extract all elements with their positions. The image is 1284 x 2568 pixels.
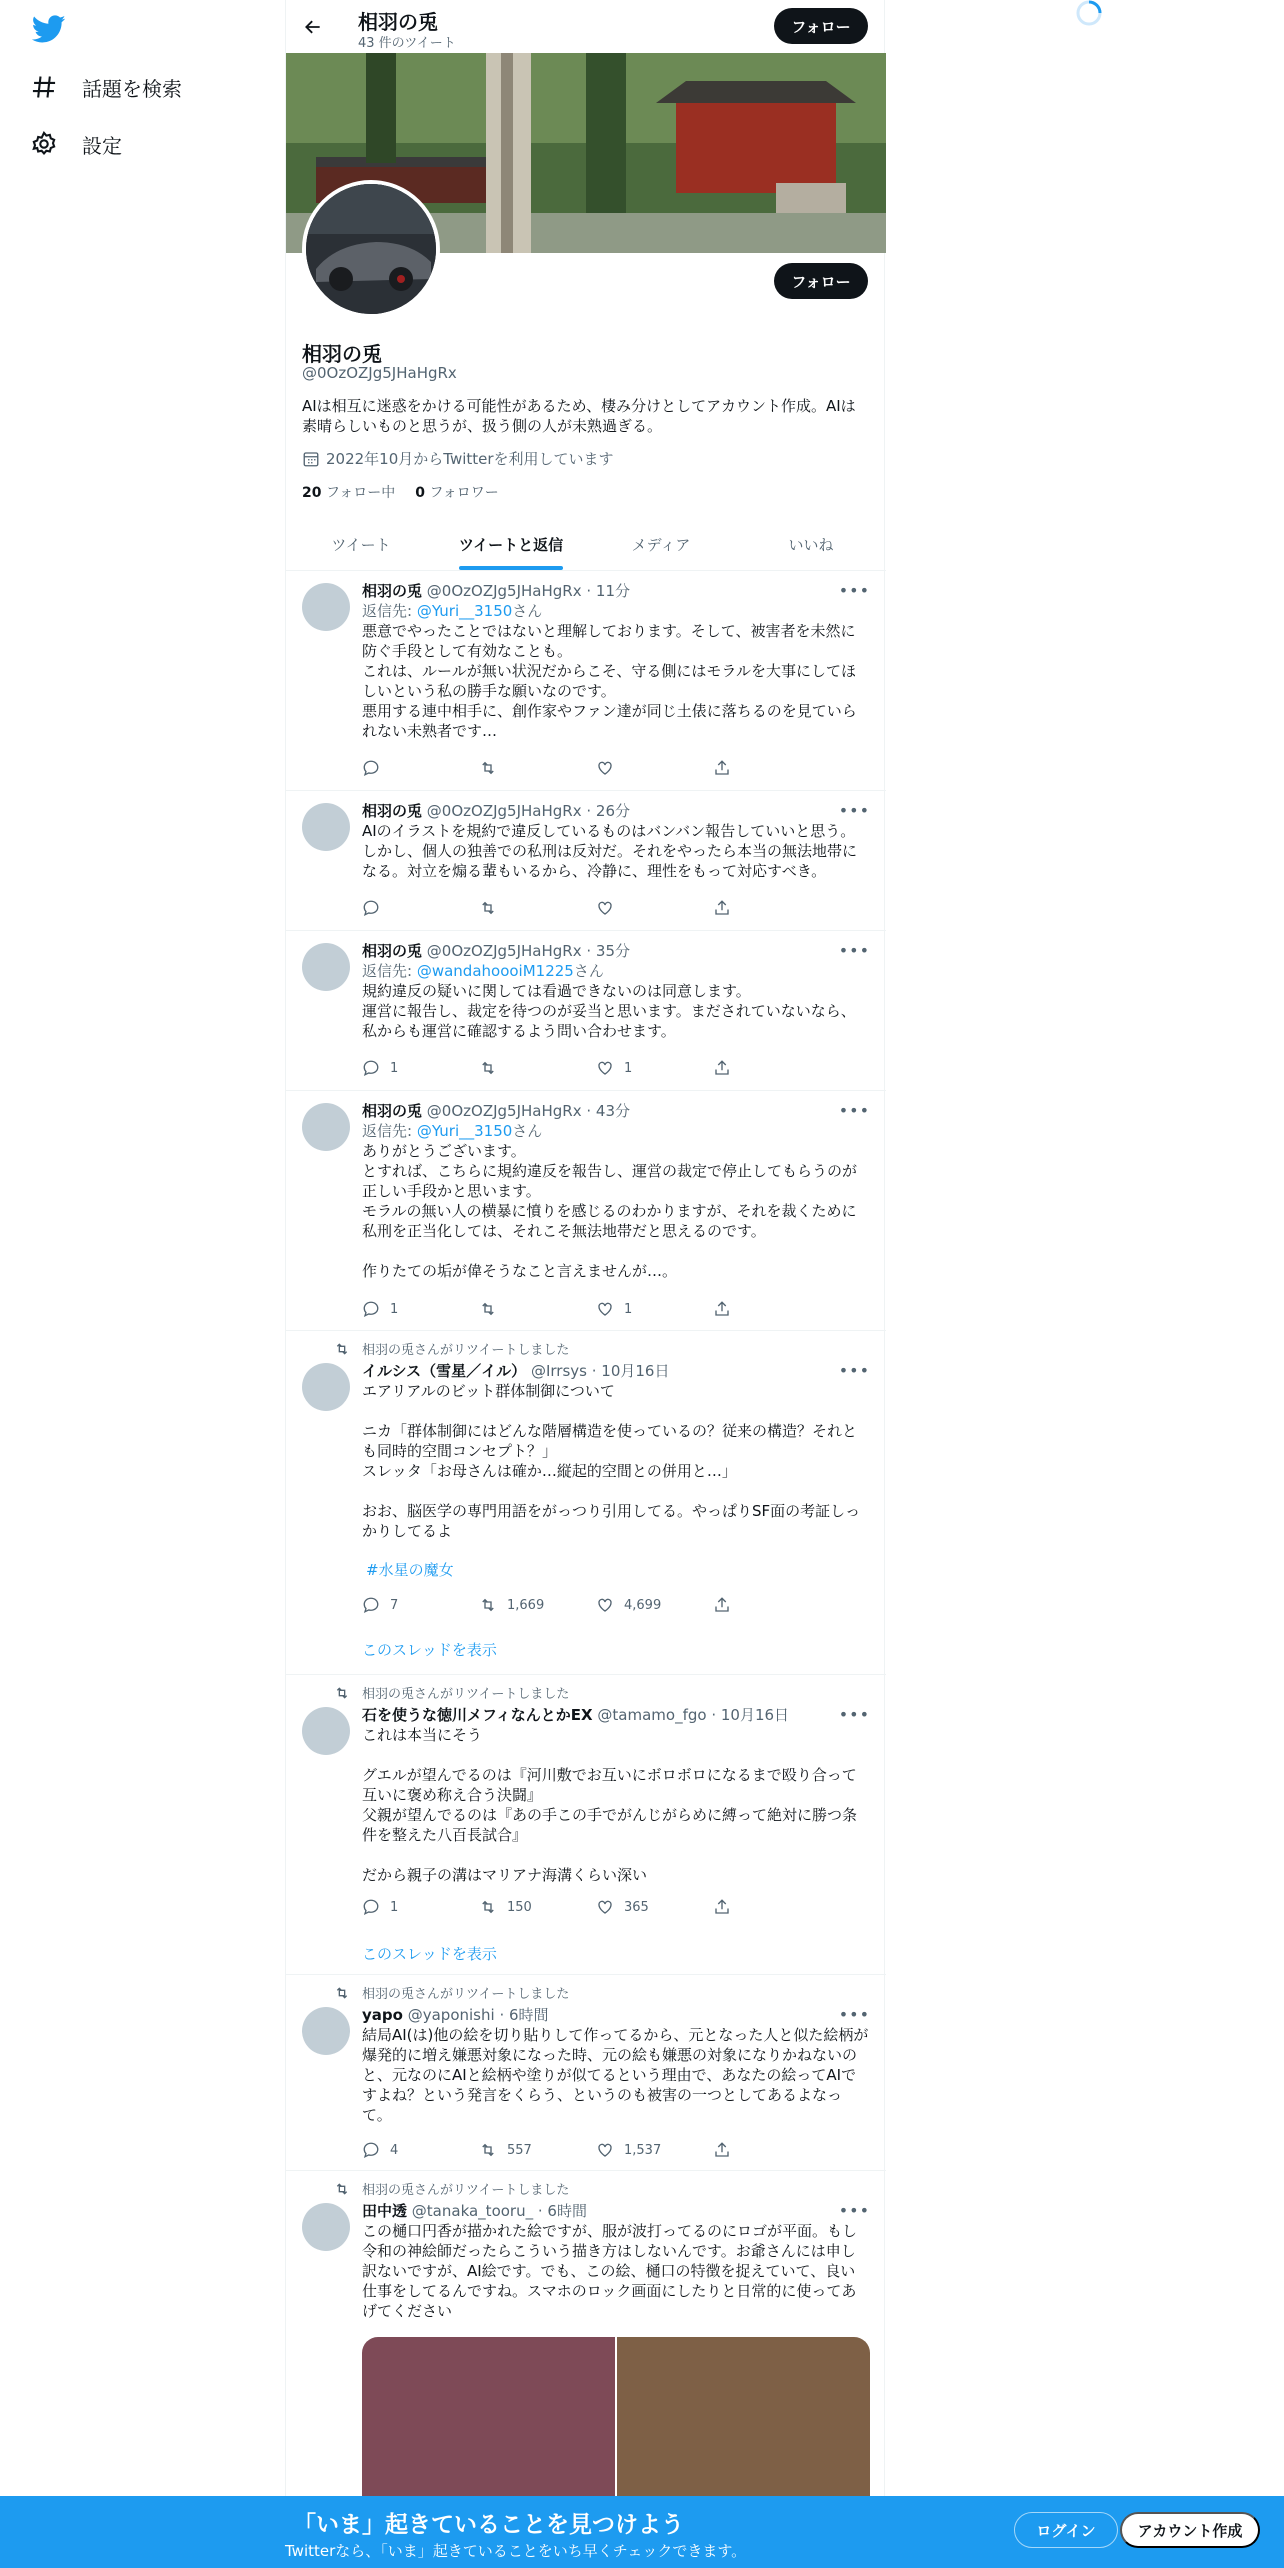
retweet-icon [334,2181,350,2197]
tweet-text: AIのイラストを規約で違反しているものはバンバン報告していいと思う。しかし、個人の独善での私刑は反対だ。それをやったら本当の無法地帯になる。対立を煽る輩もいるから、冷静に、理性をもって対応すべき。 [362,822,858,880]
nav-settings-label: 設定 [82,133,122,158]
share-button[interactable] [713,1595,753,1615]
more-options-icon[interactable]: ••• [838,1101,870,1120]
more-options-icon[interactable]: ••• [838,941,870,960]
retweet-button[interactable] [479,1058,596,1078]
like-button[interactable] [596,898,713,918]
retweet-button[interactable] [479,758,596,778]
tweet-header: 相羽の兎 @0OzOZJg5JHaHgRx · 11分 [362,582,630,600]
retweet-icon [479,1596,497,1614]
tweet[interactable] [286,1675,886,1975]
tweet-header: 相羽の兎 @0OzOZJg5JHaHgRx · 26分 [362,802,630,820]
tweet-text: この樋口円香が描かれた絵ですが、服が波打ってるのにロゴが平面。もし令和の神絵師だったらこういう描き方はしないんです。お爺さんには申し訳ないですが、AI絵です。でも、この絵、樋口の特徴を捉えていて、良い仕事をしてるんですね。スマホのロック画面にしたりと日常的に使ってあげてください [362,2222,858,2320]
profile-header-bar [286,0,886,53]
signup-banner-subtitle: Twitterなら、「いま」起きていることをいち早くチェックできます。 [285,2542,747,2560]
share-button[interactable] [713,2140,753,2160]
tab-media[interactable]: メディア [631,535,691,554]
tweet-avatar[interactable] [302,1363,350,1411]
share-button[interactable] [713,1299,753,1319]
retweeted-by-line: 相羽の兎さんがリツイートしました [334,2179,569,2198]
following-link[interactable]: 20 フォロー中 [302,485,396,501]
gear-icon [30,130,58,158]
calendar-icon [302,450,320,468]
header-name: 相羽の兎 [358,10,438,34]
reply-icon [362,759,380,777]
more-options-icon[interactable]: ••• [838,2005,870,2024]
retweet-icon [479,899,497,917]
retweet-icon [479,759,497,777]
retweeted-by-line: 相羽の兎さんがリツイートしました [334,1683,569,1702]
reply-button[interactable]: 7 [362,1595,479,1615]
reply-icon [362,899,380,917]
like-button[interactable]: 1 [596,1058,713,1078]
signup-banner [0,2496,1284,2568]
tweet-avatar[interactable] [302,1103,350,1151]
show-thread-link[interactable]: このスレッドを表示 [362,1945,497,1963]
share-button[interactable] [713,1897,753,1917]
profile-join-date [302,448,614,469]
heart-icon [596,1596,614,1614]
tab-tweets-and-replies[interactable]: ツイートと返信 [436,518,586,570]
tweet-header: yapo @yaponishi · 6時間 [362,2006,549,2024]
like-button[interactable]: 1 [596,1299,713,1319]
tweet-text: ありがとうございます。 とすれば、こちらに規約違反を報告し、運営の裁定で停止してもらうのが正しい手段かと思います。 モラルの無い人の横暴に憤りを感じるのわかりますが、それを裁くために私刑を正当化しては、それこそ無法地帯だと思えるのです。 作りたての垢が偉そうなこと言えませんが…。 [362,1142,858,1280]
heart-icon [596,1300,614,1318]
share-button[interactable] [713,1058,753,1078]
like-button[interactable]: 4,699 [596,1595,713,1615]
reply-to-line: 返信先: @Yuri__3150さん [362,1122,543,1140]
reply-icon [362,1898,380,1916]
follow-stats [302,482,499,502]
tweet-actions [362,898,792,918]
show-thread-link[interactable]: このスレッドを表示 [362,1641,497,1659]
tweet-image[interactable] [617,2337,870,2507]
tweet-text: 結局AI(は)他の絵を切り貼りして作ってるから、元となった人と似た絵柄が爆発的に増え嫌悪対象になった時、元の絵も嫌悪の対象になりかねないのと、元なのにAIと絵柄や塗りが似てるという理由で、あなたの絵ってAIですよね？という発言をくらう、というのも被害の一つとしてあるよなって。 [362,2026,869,2124]
heart-icon [596,1059,614,1077]
share-button[interactable] [713,898,753,918]
profile-handle: @0OzOZJg5JHaHgRx [302,364,457,382]
tweet-avatar[interactable] [302,803,350,851]
more-options-icon[interactable]: ••• [838,1705,870,1724]
tweet-header: 石を使うな徳川メフィなんとかEX @tamamo_fgo · 10月16日 [362,1706,790,1724]
tweet-avatar[interactable] [302,1707,350,1755]
retweet-button[interactable]: 1,669 [479,1595,596,1615]
retweeted-by-line: 相羽の兎さんがリツイートしました [334,1983,569,2002]
heart-icon [596,1898,614,1916]
tweet-text: 悪意でやったことではないと理解しております。そして、被害者を未然に防ぐ手段として有効なことも。 これは、ルールが無い状況だからこそ、守る側にはモラルを大事にしてほしいという私の勝手な願いなのです。 悪用する連中相手に、創作家やファン達が同じ土俵に落ちるのを見ていられない未熟者です… [362,622,857,740]
heart-icon [596,899,614,917]
tweet-header: 田中透 @tanaka_tooru_ · 6時間 [362,2202,587,2220]
retweet-button[interactable] [479,898,596,918]
tweet-actions [362,1058,792,1078]
tweet[interactable] [286,1975,886,2171]
reply-icon [362,1300,380,1318]
profile-avatar[interactable] [302,180,440,318]
tweet-avatar[interactable] [302,2203,350,2251]
more-options-icon[interactable]: ••• [838,581,870,600]
reply-to-link[interactable]: @Yuri__3150 [416,602,513,620]
reply-to-line: 返信先: @wandahoooiM1225さん [362,962,604,980]
back-button[interactable] [298,12,328,42]
tweet-actions [362,758,792,778]
tweet-actions [362,1897,792,1917]
reply-to-link[interactable]: @Yuri__3150 [416,1122,513,1140]
reply-button[interactable] [362,898,479,918]
profile-name: 相羽の兎 [302,342,382,366]
tweet-header: 相羽の兎 @0OzOZJg5JHaHgRx · 35分 [362,942,630,960]
share-icon [713,1898,731,1916]
tweet[interactable] [286,1331,886,1675]
retweet-button[interactable]: 150 [479,1897,596,1917]
share-button[interactable] [713,758,753,778]
header-follow-button[interactable]: フォロー [774,8,868,44]
heart-icon [596,2141,614,2159]
tweet-actions [362,1595,792,1615]
share-icon [713,1059,731,1077]
like-button[interactable] [596,758,713,778]
left-nav [0,0,285,2568]
tweet-avatar[interactable] [302,943,350,991]
tweet-avatar[interactable] [302,583,350,631]
followers-link[interactable]: 0 フォロワー [415,485,499,501]
profile-bio: AIは相互に迷惑をかける可能性があるため、棲み分けとしてアカウント作成。AIは素晴らしいものと思うが、扱う側の人が未熟過ぎる。 [302,397,856,435]
more-options-icon[interactable]: ••• [838,801,870,820]
tab-tweets[interactable]: ツイート [331,535,391,554]
share-icon [713,1596,731,1614]
share-icon [713,2141,731,2159]
retweet-icon [479,2141,497,2159]
retweeted-by-line: 相羽の兎さんがリツイートしました [334,1339,569,1358]
tweet-text: 規約違反の疑いに関しては看過できないのは同意します。 運営に報告し、裁定を待つのが妥当と思います。まだされていないなら、私からも運営に確認するよう問い合わせます。 [362,982,856,1040]
tweet-header: イルシス（雪星／イル） @Irrsys · 10月16日 [362,1362,670,1380]
signup-banner-title: 「いま」起きていることを見つけよう [293,2512,684,2538]
tweet-media-grid[interactable] [362,2337,870,2507]
avatar-car-picture [306,184,436,314]
reply-button[interactable]: 1 [362,1299,479,1319]
hashtag-icon [30,73,58,101]
tweet[interactable] [286,571,886,791]
retweet-icon [479,1300,497,1318]
retweet-icon [334,1341,350,1357]
retweet-icon [334,1985,350,2001]
reply-icon [362,1596,380,1614]
profile-column [285,0,885,2568]
profile-follow-button[interactable]: フォロー [774,263,868,299]
retweet-icon [479,1898,497,1916]
reply-button[interactable]: 1 [362,1058,479,1078]
share-icon [713,899,731,917]
signup-button[interactable]: アカウント作成 [1120,2512,1260,2548]
reply-to-line: 返信先: @Yuri__3150さん [362,602,543,620]
more-options-icon[interactable]: ••• [838,2201,870,2220]
tweet-actions [362,2140,792,2160]
share-icon [713,1300,731,1318]
tweet[interactable] [286,2171,886,2496]
retweet-icon [479,1059,497,1077]
nav-explore[interactable] [30,67,182,107]
nav-settings[interactable] [30,124,122,164]
tweet-header: 相羽の兎 @0OzOZJg5JHaHgRx · 43分 [362,1102,630,1120]
like-button[interactable]: 365 [596,1897,713,1917]
tweet[interactable] [286,931,886,1091]
join-date-text: 2022年10月からTwitterを利用しています [326,450,614,468]
nav-explore-label: 話題を検索 [82,76,182,101]
tweet-image[interactable] [362,2337,615,2507]
profile-tabs [286,518,886,571]
tweet-text: これは本当にそう グエルが望んでるのは『河川敷でお互いにボロボロになるまで殴り合って互いに褒め称え合う決闘』 父親が望んでるのは『あの手この手でがんじがらめに縛って絶対に勝つ条件を整えた八百長試合』 だから親子の溝はマリアナ海溝くらい深い [362,1726,858,1884]
tweet[interactable] [286,1091,886,1331]
like-button[interactable]: 1,537 [596,2140,713,2160]
tab-likes[interactable]: いいね [788,535,834,554]
retweet-button[interactable] [479,1299,596,1319]
retweet-icon [334,1685,350,1701]
more-options-icon[interactable]: ••• [838,1361,870,1380]
reply-button[interactable]: 4 [362,2140,479,2160]
tweet[interactable] [286,791,886,931]
login-button[interactable]: ログイン [1014,2512,1118,2548]
retweet-button[interactable]: 557 [479,2140,596,2160]
header-tweet-count: 43 件のツイート [358,36,456,51]
tweet-avatar[interactable] [302,2007,350,2055]
reply-button[interactable] [362,758,479,778]
hashtag-link[interactable]: #水星の魔女 [366,1561,454,1579]
reply-to-link[interactable]: @wandahoooiM1225 [416,962,574,980]
share-icon [713,759,731,777]
reply-icon [362,1059,380,1077]
tweet-actions [362,1299,792,1319]
twitter-bird-icon[interactable] [32,12,66,46]
arrow-left-icon [303,17,323,37]
heart-icon [596,759,614,777]
loading-spinner-icon [1074,0,1104,30]
tweet-text: エアリアルのビット群体制御について ニカ「群体制御にはどんな階層構造を使っているの？従来の構造？それとも同時的空間コンセプト？」 スレッタ「お母さんは確か…縦起的空間との併用と…」 おお、脳医学の専門用語をがっつり引用してる。やっぱりSF面の考証しっかりしてるよ [362,1382,861,1540]
reply-icon [362,2141,380,2159]
reply-button[interactable]: 1 [362,1897,479,1917]
